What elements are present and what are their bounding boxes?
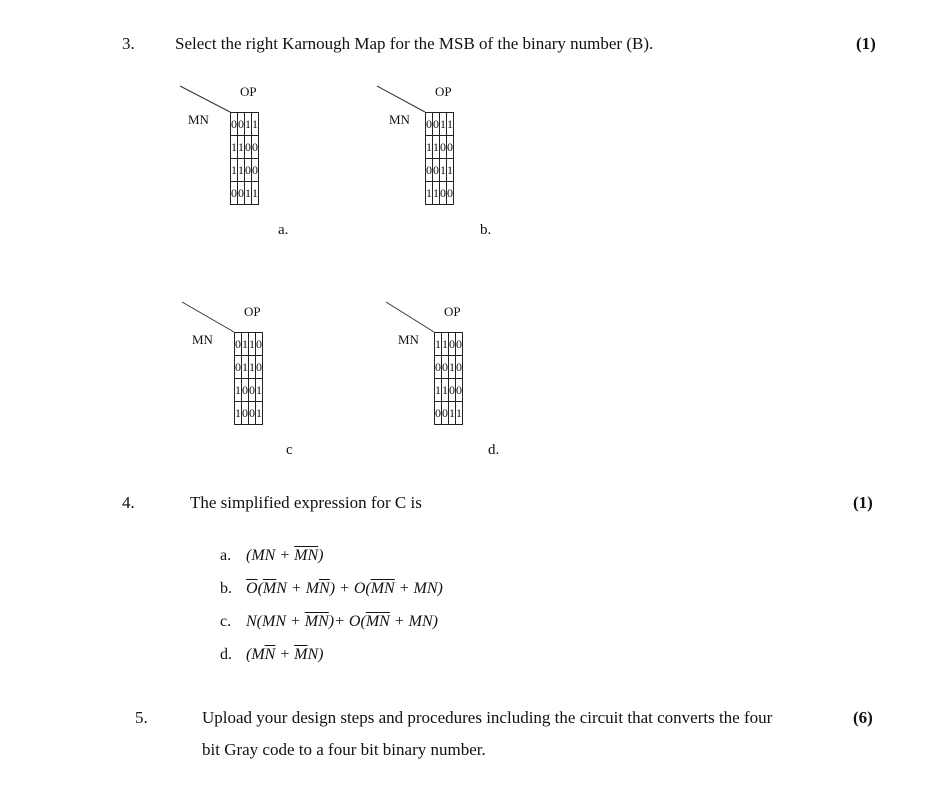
kmap-caption: d. — [488, 442, 500, 458]
kmap-caption: a. — [278, 222, 289, 238]
q4-option-a — [220, 547, 323, 565]
kmap-cell: 0 — [256, 333, 263, 356]
kmap-cell: 1 — [435, 333, 442, 356]
expr-part: ) + O( — [329, 580, 371, 597]
kmap-grid — [234, 332, 263, 425]
kmap-cell: 1 — [235, 402, 242, 425]
kmap-cell: 1 — [252, 113, 259, 136]
expr-part: $\overline{M}$ — [365, 613, 380, 630]
kmap-row — [426, 182, 454, 205]
kmap-cell: 0 — [245, 136, 252, 159]
kmap-row — [435, 402, 463, 425]
kmap-caption: c — [286, 442, 293, 458]
kmap-row-label: MN — [192, 332, 213, 347]
expr-part: N + M — [276, 580, 320, 597]
kmap-cell: 0 — [447, 136, 454, 159]
option-letter: b. — [220, 580, 232, 597]
kmap-cell: 1 — [449, 356, 456, 379]
kmap-cell: 1 — [231, 136, 238, 159]
kmap-cell: 1 — [256, 379, 263, 402]
kmap-cell: 0 — [440, 136, 447, 159]
kmap-cell: 1 — [426, 136, 433, 159]
kmap-cell: 0 — [456, 379, 463, 402]
kmap-cell: 0 — [433, 113, 440, 136]
expr-part: ) — [318, 547, 324, 564]
q5-number: 5. — [135, 708, 148, 727]
kmap-cell: 0 — [249, 379, 256, 402]
kmap-cell: 0 — [442, 356, 449, 379]
kmap-cell: 0 — [433, 159, 440, 182]
kmap-cell: 1 — [242, 333, 249, 356]
kmap-cell: 1 — [245, 182, 252, 205]
expr-part: )+ O( — [328, 613, 366, 630]
q5-marks: (6) — [853, 708, 873, 727]
kmap-grid — [425, 112, 454, 205]
expr-part: $\overline{N}$ — [307, 547, 319, 564]
kmap-cell: 0 — [442, 402, 449, 425]
expr-part: (MN + — [246, 547, 295, 564]
q3-text: Select the right Karnough Map for the MSB of the binary number (B). — [175, 34, 654, 53]
kmap-cell: 1 — [426, 182, 433, 205]
kmap-col-label: OP — [444, 304, 461, 319]
kmap-row-label: MN — [188, 112, 209, 127]
kmap-cell: 1 — [231, 159, 238, 182]
kmap-cell: 1 — [238, 159, 245, 182]
kmap-cell: 1 — [435, 379, 442, 402]
kmap-cell: 1 — [249, 333, 256, 356]
expr-part: $\overline{M}$ — [294, 547, 308, 564]
kmap-cell: 0 — [235, 356, 242, 379]
expr-part: $\overline{N}$ — [264, 646, 276, 663]
kmap-row — [426, 136, 454, 159]
expr-part: $\overline{M}$ — [370, 580, 385, 597]
expr-part: ( — [257, 580, 263, 597]
kmap-cell: 0 — [435, 402, 442, 425]
kmap-cell: 0 — [242, 402, 249, 425]
expr-part: $\overline{M}$ — [304, 613, 319, 630]
q3-number: 3. — [122, 34, 135, 53]
kmap-row — [426, 159, 454, 182]
expr-part: $\overline{M}$ — [262, 580, 277, 597]
kmap-cell: 1 — [440, 159, 447, 182]
expr-part: N) — [307, 646, 324, 663]
kmap-cell: 1 — [235, 379, 242, 402]
kmap-cell: 0 — [449, 379, 456, 402]
kmap-row — [435, 379, 463, 402]
kmap-cell: 0 — [426, 159, 433, 182]
kmap-row — [435, 333, 463, 356]
expr-part: $\overline{N}$ — [379, 613, 390, 630]
kmap-col-label: OP — [244, 304, 261, 319]
kmap-cell: 1 — [252, 182, 259, 205]
kmap-row — [231, 136, 259, 159]
kmap-row — [426, 113, 454, 136]
kmap-cell: 1 — [256, 402, 263, 425]
kmap-row — [231, 159, 259, 182]
option-letter: c. — [220, 613, 232, 630]
kmap-cell: 1 — [442, 333, 449, 356]
expr-part: + — [275, 646, 295, 663]
kmap-cell: 0 — [231, 182, 238, 205]
kmap-cell: 0 — [447, 182, 454, 205]
expr-part: + MN) — [394, 580, 443, 597]
expr-part: $\overline{N}$ — [384, 580, 395, 597]
q4-number: 4. — [122, 493, 135, 512]
kmap-cell: 1 — [447, 159, 454, 182]
kmap-grid — [230, 112, 259, 205]
kmap-cell: 1 — [440, 113, 447, 136]
expr-part: N(MN + — [246, 613, 305, 630]
kmap-cell: 0 — [449, 333, 456, 356]
kmap-cell: 0 — [235, 333, 242, 356]
kmap-col-label: OP — [240, 84, 257, 99]
expr-part: (M — [246, 646, 265, 663]
kmap-cell: 0 — [249, 402, 256, 425]
q4-option-c — [220, 613, 438, 631]
kmap-row — [435, 356, 463, 379]
q4-option-d — [220, 646, 323, 664]
kmap-row-label: MN — [398, 332, 419, 347]
option-letter: d. — [220, 646, 232, 663]
q5-line-1: Upload your design steps and procedures including the circuit that converts the four — [202, 708, 773, 727]
kmap-cell: 0 — [426, 113, 433, 136]
kmap-cell: 1 — [447, 113, 454, 136]
kmap-row — [235, 333, 263, 356]
expr-part: $\overline{N}$ — [318, 613, 329, 630]
kmap-cell: 0 — [231, 113, 238, 136]
kmap-caption: b. — [480, 222, 492, 238]
kmap-col-label: OP — [435, 84, 452, 99]
q4-marks: (1) — [853, 493, 873, 512]
kmap-cell: 0 — [252, 159, 259, 182]
kmap-cell: 0 — [238, 182, 245, 205]
kmap-row-label: MN — [389, 112, 410, 127]
q4-text: The simplified expression for C is — [190, 493, 422, 512]
kmap-cell: 1 — [442, 379, 449, 402]
kmap-cell: 1 — [456, 402, 463, 425]
kmap-cell: 0 — [242, 379, 249, 402]
kmap-row — [235, 356, 263, 379]
expr-part: + MN) — [389, 613, 438, 630]
expr-part: $\overline{O}$ — [246, 580, 258, 597]
q3-marks: (1) — [856, 34, 876, 53]
kmap-cell: 0 — [435, 356, 442, 379]
kmap-cell: 0 — [440, 182, 447, 205]
kmap-cell: 1 — [449, 402, 456, 425]
kmap-cell: 1 — [242, 356, 249, 379]
kmap-cell: 0 — [245, 159, 252, 182]
q4-option-b — [220, 580, 443, 598]
option-letter: a. — [220, 547, 232, 564]
kmap-cell: 1 — [433, 136, 440, 159]
kmap-cell: 1 — [245, 113, 252, 136]
kmap-row — [231, 182, 259, 205]
expr-part: $\overline{N}$ — [319, 580, 330, 597]
kmap-cell: 0 — [456, 356, 463, 379]
expr-part: $\overline{M}$ — [294, 646, 308, 663]
kmap-cell: 0 — [238, 113, 245, 136]
kmap-row — [231, 113, 259, 136]
kmap-cell: 0 — [456, 333, 463, 356]
q5-line-2: bit Gray code to a four bit binary number. — [202, 740, 486, 759]
kmap-row — [235, 379, 263, 402]
kmap-grid — [434, 332, 463, 425]
kmap-cell: 1 — [238, 136, 245, 159]
kmap-cell: 0 — [256, 356, 263, 379]
kmap-cell: 1 — [433, 182, 440, 205]
kmap-cell: 1 — [249, 356, 256, 379]
kmap-cell: 0 — [252, 136, 259, 159]
kmap-row — [235, 402, 263, 425]
